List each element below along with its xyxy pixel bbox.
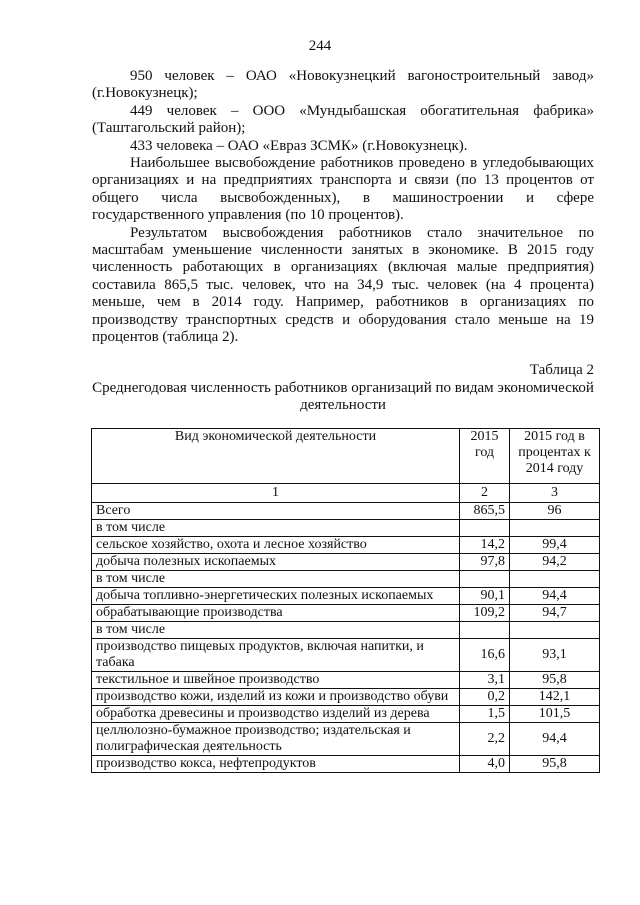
table-row [92,503,600,520]
percent-cell: 94,4 [510,723,600,756]
body-text [92,68,594,347]
activity-cell: производство кожи, изделий из кожи и производство обуви [92,689,460,706]
percent-cell: 99,4 [510,537,600,554]
percent-cell [510,622,600,639]
table-row [92,588,600,605]
column-number: 1 [92,484,460,503]
activity-cell: добыча топливно-энергетических полезных ископаемых [92,588,460,605]
percent-cell: 94,7 [510,605,600,622]
value-2015-cell: 0,2 [460,689,510,706]
value-2015-cell: 4,0 [460,756,510,773]
activity-cell: производство кокса, нефтепродуктов [92,756,460,773]
value-2015-cell [460,520,510,537]
percent-cell: 101,5 [510,706,600,723]
column-number: 3 [510,484,600,503]
percent-cell: 95,8 [510,672,600,689]
page-number: 244 [308,38,332,54]
activity-cell: производство пищевых продуктов, включая напитки, и табака [92,639,460,672]
table-body [92,503,600,773]
percent-cell: 94,4 [510,588,600,605]
table-row [92,706,600,723]
table-row [92,520,600,537]
percent-cell [510,571,600,588]
paragraph: 950 человек – ОАО «Новокузнецкий вагоностроительный завод» (г.Новокузнецк); [92,68,594,102]
percent-cell: 96 [510,503,600,520]
value-2015-cell: 97,8 [460,554,510,571]
table-column-numbers-row [92,484,600,503]
value-2015-cell [460,571,510,588]
table-label: Таблица 2 [529,362,594,378]
table-title: Среднегодовая численность работников организаций по видам экономической деятельности [92,380,594,414]
table-row [92,622,600,639]
paragraph: 449 человек – ООО «Мундыбашская обогатительная фабрика» (Таштагольский район); [92,102,594,137]
table-header-row [92,429,600,484]
activity-cell: обрабатывающие производства [92,605,460,622]
activity-cell: целлюлозно-бумажное производство; издательская и полиграфическая деятельность [92,723,460,756]
value-2015-cell: 1,5 [460,706,510,723]
value-2015-cell: 90,1 [460,588,510,605]
activity-cell: в том числе [92,622,460,639]
column-number: 2 [460,484,510,503]
value-2015-cell: 2,2 [460,723,510,756]
activity-cell: текстильное и швейное производство [92,672,460,689]
table-row [92,723,600,756]
table-row [92,689,600,706]
percent-cell: 142,1 [510,689,600,706]
activity-cell: Всего [92,503,460,520]
header-percent: 2015 год в процентах к 2014 году [510,429,600,484]
activity-cell: в том числе [92,520,460,537]
percent-cell: 95,8 [510,756,600,773]
table-row [92,639,600,672]
paragraph: Наибольшее высвобождение работников проведено в угледобывающих организациях и на предприятиях транспорта и связи (по 13 процентов от общего числа высвобожденных), в машиностроении и сфере государственного управления (по 10 процентов). [92,155,594,224]
value-2015-cell: 14,2 [460,537,510,554]
value-2015-cell [460,622,510,639]
activity-cell: обработка древесины и производство изделий из дерева [92,706,460,723]
table-row [92,537,600,554]
paragraph: 433 человека – ОАО «Евраз ЗСМК» (г.Новокузнецк). [130,137,468,154]
activity-cell: сельское хозяйство, охота и лесное хозяйство [92,537,460,554]
value-2015-cell: 109,2 [460,605,510,622]
activity-cell: добыча полезных ископаемых [92,554,460,571]
table-row [92,571,600,588]
table-row [92,554,600,571]
value-2015-cell: 16,6 [460,639,510,672]
table-row [92,605,600,622]
table-row [92,756,600,773]
activity-cell: в том числе [92,571,460,588]
table-row [92,672,600,689]
value-2015-cell: 3,1 [460,672,510,689]
percent-cell: 94,2 [510,554,600,571]
value-2015-cell: 865,5 [460,503,510,520]
header-year: 2015 год [460,429,510,484]
percent-cell: 93,1 [510,639,600,672]
header-activity: Вид экономической деятельности [92,429,460,484]
paragraph: Результатом высвобождения работников стало значительное по масштабам уменьшение численности занятых в экономике. В 2015 году численность работающих в организациях (включая малые предприятия) составила 865,5 тыс. человек, что на 34,9 тыс. человек (на 4 процента) меньше, чем в 2014 году. Например, работников в организациях по производству транспортных средств и оборудования стало меньше на 19 процентов (таблица 2). [92,224,594,346]
percent-cell [510,520,600,537]
data-table [91,428,600,773]
